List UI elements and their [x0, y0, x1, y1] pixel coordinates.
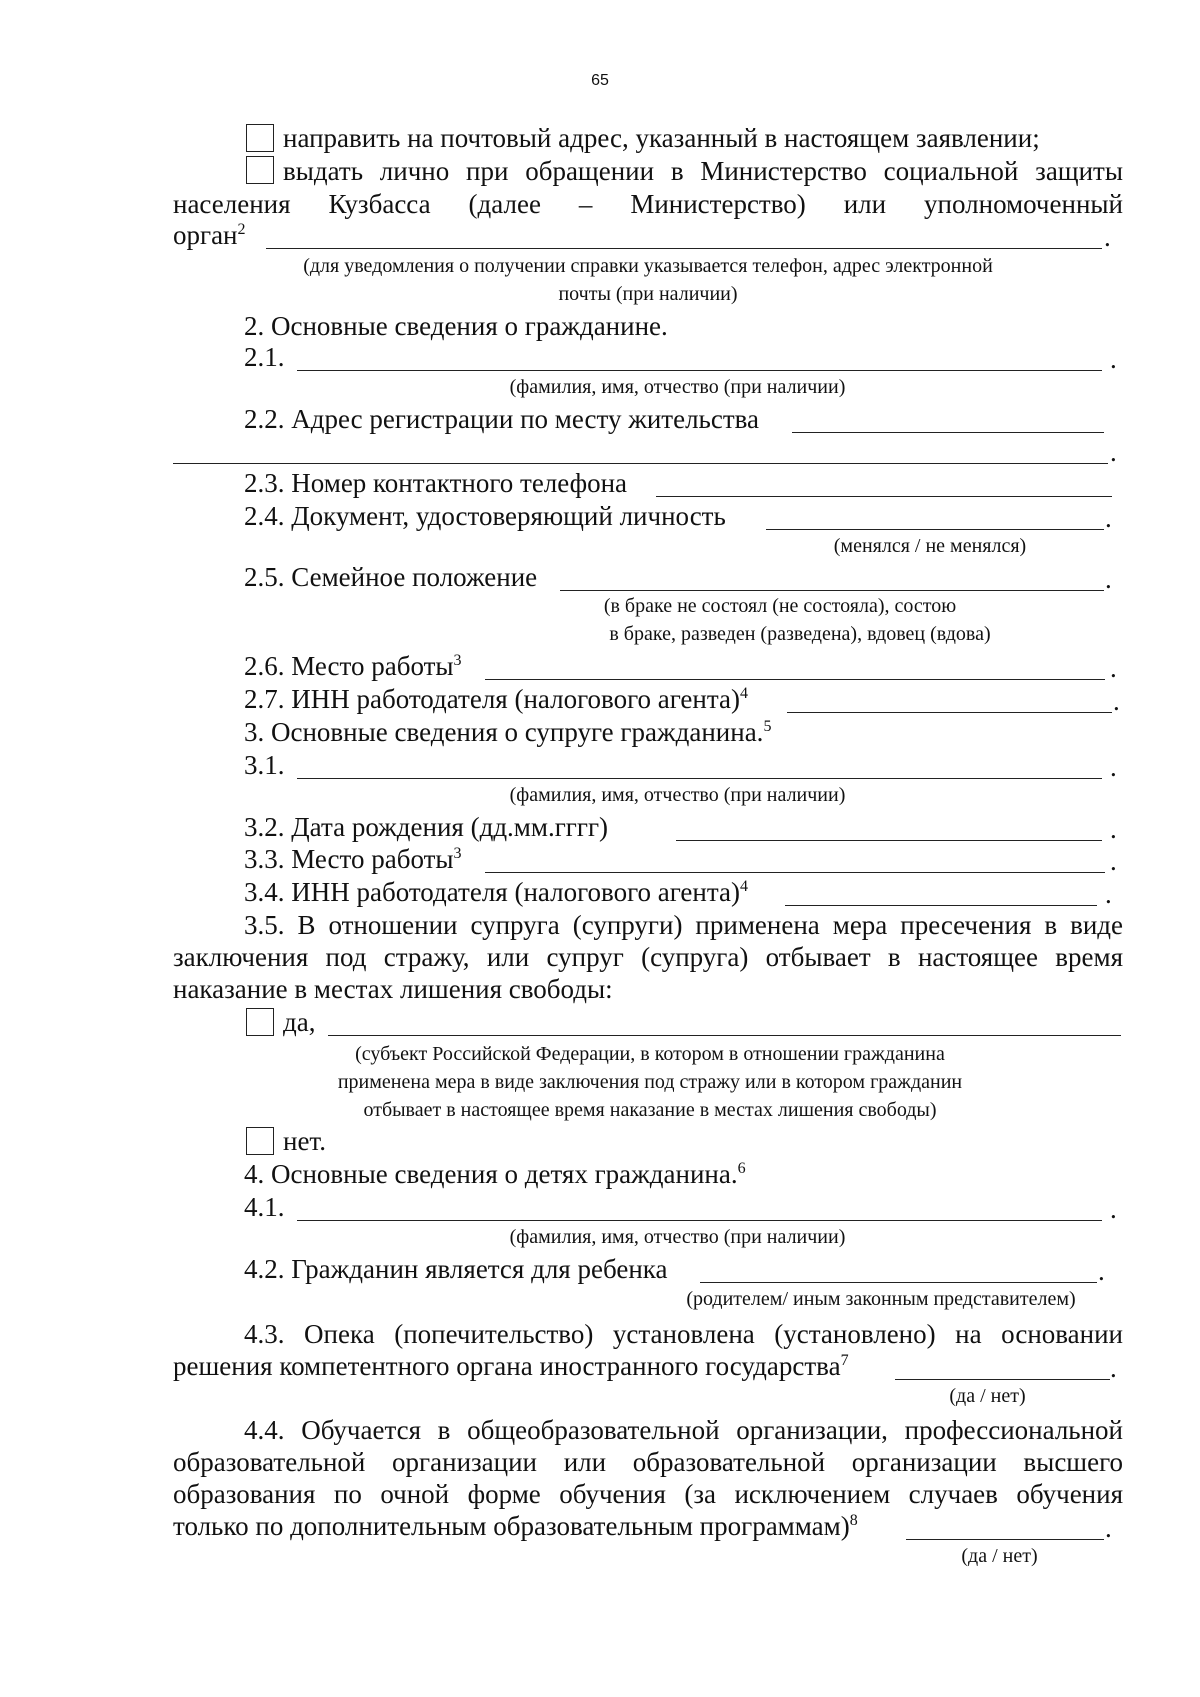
hint-document: (менялся / не менялся): [833, 535, 1027, 557]
field-4-1-label: 4.1.: [244, 1192, 285, 1222]
field-2-6-input[interactable]: [485, 679, 1105, 680]
checkbox-no[interactable]: [246, 1127, 274, 1155]
hint-notification-2: почты (при наличии): [558, 283, 738, 305]
field-4-4-input[interactable]: [906, 1539, 1104, 1540]
checkbox-post[interactable]: [246, 124, 274, 152]
hint-region-3: отбывает в настоящее время наказание в местах лишения свободы): [363, 1099, 937, 1121]
field-3-3-input[interactable]: [485, 872, 1105, 873]
field-4-3-line1: 4.3. Опека (попечительство) установлена (установлено) на основании: [244, 1319, 1123, 1349]
field-4-4-line3: образования по очной форме обучения (за исключением случаев обучения: [173, 1479, 1123, 1509]
field-4-3-input[interactable]: [895, 1379, 1110, 1380]
option-personal-line2: населения Кузбасса (далее – Министерство) или уполномоченный: [173, 189, 1123, 219]
document-page: 65 направить на почтовый адрес, указанный в настоящем заявлении; выдать лично при обращении в Министерство социальной защиты населения Кузбасса (далее – Министерство) или уполномоченный орган$^2$ . (для уведомления о получении справки указывается телефон, адрес электронной почты (при наличии) 2. Основные сведения о гражданине. 2.1. . (фамилия, имя, отчество (при наличии) 2.2. Адрес регистрации по месту жительства . 2.3. Номер контактного телефона 2.4. Документ, удостоверяющий личность . (менялся / не менялся) 2.5. Семейное положение . (в браке не состоял (не состояла), состою в браке, разведен (разведена), вдовец (вдова) 2.6. Место работы$^3$ . 2.7. ИНН работодателя (налогового агента)$^4$ . 3. Основные сведения о супруге гражданина.$^5$ 3.1. . (фамилия, имя, отчество (при наличии) 3.2. Дата рождения (дд.мм.гггг) . 3.3. Место работы$^3$ . 3.4. ИНН работодателя (налогового агента)$^4$ . 3.5. В отношении супруга (супруги) применена мера пресечения в виде заключения под стражу, или супруг (супруга) отбывает в настоящее время наказание в местах лишения свободы: да, (субъект Российской Федерации, в котором в отношении гражданина применена мера в виде заключения под стражу или в котором гражданин отбывает в настоящее время наказание в местах лишения свободы) нет. 4. Основные сведения о детях гражданина.$^6$ 4.1. . (фамилия, имя, отчество (при наличии) 4.2. Гражданин является для ребенка . (родителем/ иным законным представителем) 4.3. Опека (попечительство) установлена (установлено) на основании решения компетентного органа иностранного государства$^7$ . (да / нет) 4.4. Обучается в общеобразовательной организации, профессиональной образовательной организации или образовательной организации высшего образования по очной форме обучения (за исключением случаев обучения только по дополнительным образовательным программам)$^8$ . (да / нет): [0, 0, 1200, 1697]
field-4-1-input[interactable]: [297, 1220, 1102, 1221]
field-region-input[interactable]: [328, 1035, 1121, 1036]
field-3-5-line2: заключения под стражу, или супруг (супруга) отбывает в настоящее время: [173, 942, 1123, 972]
option-personal-line3: орган$^2$: [173, 220, 246, 250]
field-2-2-label: 2.2. Адрес регистрации по месту жительства: [244, 404, 760, 434]
checkbox-personal[interactable]: [246, 156, 274, 184]
field-4-2-label: 4.2. Гражданин является для ребенка: [244, 1254, 668, 1284]
field-4-4-line2: образовательной организации или образовательной организации высшего: [173, 1447, 1123, 1477]
hint-parent: (родителем/ иным законным представителем): [686, 1288, 1076, 1310]
field-3-2-input[interactable]: [676, 840, 1102, 841]
hint-fio: (фамилия, имя, отчество (при наличии): [509, 376, 846, 398]
field-3-3-label: 3.3. Место работы$^3$: [244, 844, 462, 874]
hint-notification-1: (для уведомления о получении справки указывается телефон, адрес электронной: [303, 255, 993, 277]
field-4-3-line2: решения компетентного органа иностранного государства$^7$: [173, 1351, 849, 1381]
hint-yes-no-2: (да / нет): [961, 1545, 1038, 1567]
footnote-2: 2: [237, 221, 246, 238]
section-4-title: 4. Основные сведения о детях гражданина.$^6$: [244, 1159, 746, 1189]
field-3-4-input[interactable]: [785, 905, 1097, 906]
authority-field[interactable]: [266, 248, 1102, 249]
field-2-4-label: 2.4. Документ, удостоверяющий личность: [244, 501, 726, 531]
field-2-7-input[interactable]: [787, 712, 1112, 713]
field-4-4-line4: только по дополнительным образовательным программам)$^8$: [173, 1511, 858, 1541]
field-3-2-label: 3.2. Дата рождения (дд.мм.гггг): [244, 812, 609, 842]
hint-marital-2: в браке, разведен (разведена), вдовец (вдова): [609, 623, 991, 645]
field-2-4-input[interactable]: [766, 529, 1104, 530]
field-3-4-label: 3.4. ИНН работодателя (налогового агента)$^4$: [244, 877, 748, 907]
field-3-1-label: 3.1.: [244, 750, 285, 780]
field-2-2-input-line2[interactable]: [173, 463, 1108, 464]
hint-spouse-fio: (фамилия, имя, отчество (при наличии): [509, 784, 846, 806]
field-2-2-input[interactable]: [792, 432, 1104, 433]
option-post-label: направить на почтовый адрес, указанный в настоящем заявлении;: [283, 123, 1040, 153]
option-personal-line1: выдать лично при обращении в Министерство социальной защиты: [283, 156, 1123, 186]
field-2-5-input[interactable]: [560, 590, 1104, 591]
field-3-5-line1: 3.5. В отношении супруга (супруги) применена мера пресечения в виде: [244, 910, 1123, 940]
hint-marital-1: (в браке не состоял (не состояла), состою: [603, 595, 957, 617]
checkbox-yes[interactable]: [246, 1008, 274, 1036]
page-number: 65: [591, 72, 609, 89]
hint-child-fio: (фамилия, имя, отчество (при наличии): [509, 1226, 846, 1248]
field-3-1-input[interactable]: [297, 778, 1102, 779]
field-2-6-label: 2.6. Место работы$^3$: [244, 651, 462, 681]
yes-label: да,: [283, 1007, 316, 1037]
field-2-1-label: 2.1.: [244, 342, 285, 372]
field-3-5-line3: наказание в местах лишения свободы:: [173, 974, 613, 1004]
hint-region-1: (субъект Российской Федерации, в котором в отношении гражданина: [355, 1043, 945, 1065]
field-2-3-label: 2.3. Номер контактного телефона: [244, 468, 628, 498]
field-2-7-label: 2.7. ИНН работодателя (налогового агента)$^4$: [244, 684, 748, 714]
field-4-2-input[interactable]: [700, 1282, 1097, 1283]
hint-region-2: применена мера в виде заключения под стражу или в котором гражданин: [337, 1071, 963, 1093]
section-3-title: 3. Основные сведения о супруге гражданина.$^5$: [244, 717, 772, 747]
field-2-3-input[interactable]: [656, 496, 1112, 497]
field-2-5-label: 2.5. Семейное положение: [244, 562, 538, 592]
field-4-4-line1: 4.4. Обучается в общеобразовательной организации, профессиональной: [244, 1415, 1123, 1445]
section-2-title: 2. Основные сведения о гражданине.: [244, 311, 668, 341]
hint-yes-no-1: (да / нет): [949, 1385, 1026, 1407]
no-label: нет.: [283, 1126, 326, 1156]
field-2-1-input[interactable]: [297, 370, 1102, 371]
